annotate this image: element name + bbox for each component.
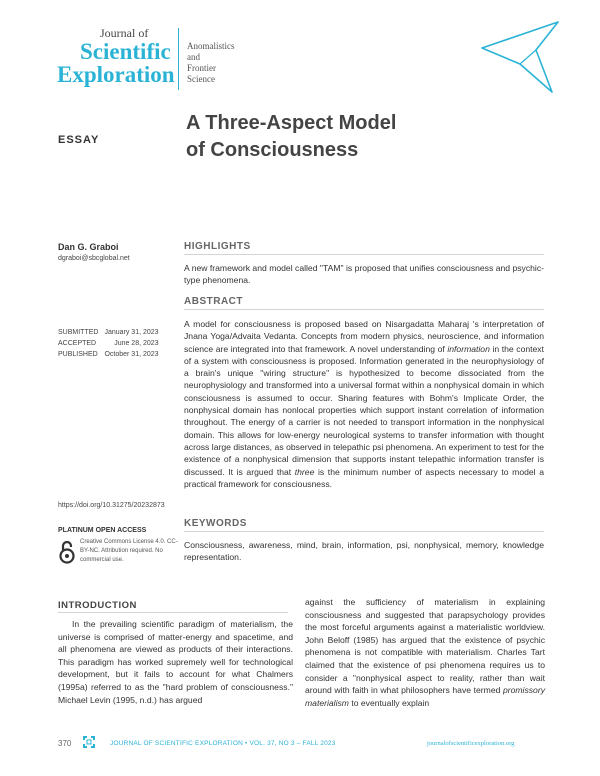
introduction-left-column [58,618,293,706]
article-title [186,110,466,164]
journal-name-line1: Scientific [80,39,171,64]
abstract-text [184,318,544,490]
introduction-heading: INTRODUCTION [58,600,137,611]
highlights-heading: HIGHLIGHTS [184,241,251,252]
open-access-label: PLATINUM OPEN ACCESS [58,527,147,534]
date-value: October 31, 2023 [104,351,159,358]
journal-tagline [187,41,257,85]
tagline-line: Frontier [187,63,216,73]
introduction-right-column [305,596,545,709]
date-row-accepted [58,338,165,349]
logo-divider [178,28,179,90]
license-text: Creative Commons License 4.0. CC-BY-NC. Attribution required. No commercial use. [80,539,178,563]
section-divider [184,531,544,532]
author-name: Dan G. Graboi [58,242,119,252]
abstract-emphasis: three [294,466,315,477]
intro-segment: to eventually explain [348,697,430,708]
date-value: January 31, 2023 [104,329,159,336]
publication-dates [58,327,165,360]
footer-journal-info: JOURNAL OF SCIENTIFIC EXPLORATION • VOL. 37, NO 3 – FALL 2023 [110,740,336,747]
tagline-line: Anomalistics [187,41,235,51]
page-number: 370 [58,739,72,748]
highlights-text: A new framework and model called "TAM" is proposed that unifies consciousness and psychic-type phenomena. [184,263,544,286]
journal-name-small: Journal of [100,26,149,40]
section-divider [184,309,544,310]
date-row-submitted [58,327,165,338]
footer-website-link[interactable]: journalofscientificexploration.org [427,740,515,747]
title-line-2: of Consciousness [186,139,359,161]
journal-footer-icon [82,735,96,749]
arrow-logo-icon [480,18,560,98]
abstract-heading: ABSTRACT [184,296,243,307]
tagline-line: and [187,52,200,62]
author-email[interactable]: dgraboi@sbcglobal.net [58,255,130,262]
date-label: ACCEPTED [58,340,97,347]
date-value: June 28, 2023 [114,340,159,347]
abstract-segment: A model for consciousness is proposed based on Nisargadatta Maharaj 's interpretation of Jnana Yoga/Advaita Vedanta. Concepts from modern physics, neuroscience, and information science are integrated into that framework. A novel understanding of [184,319,544,354]
journal-name-line2: Exploration [57,62,175,87]
open-access-lock-icon [58,540,76,564]
section-divider [58,612,288,613]
date-label: SUBMITTED [58,329,99,336]
date-label: PUBLISHED [58,351,98,358]
tagline-line: Science [187,74,215,84]
article-type: ESSAY [58,134,100,146]
doi-link[interactable]: https://doi.org/10.31275/20232873 [58,502,165,509]
section-divider [184,254,544,255]
intro-paragraph: In the prevailing scientific paradigm of materialism, the universe is comprised of matter-energy and spacetime, and all phenomena are viewed as products of their interactions. This paradigm has worked supremely well for technological development, but it fails to account for what Chalmers (1995a) referred to as the "hard problem of consciousness." Michael Levin (1995, n.d.) has argued [58,619,293,705]
intro-segment: against the sufficiency of materialism in explaining consciousness and suggested that parapsychology provides the most forceful arguments against a materialistic worldview. John Beloff (1985) has argued that the existence of psychic phenomena is not compatible with materialism. Charles Tart claimed that the existence of psi phenomena requires us to consider a "nonphysical aspect to reality, rather than wait around with faith in what philosophers have termed [305,597,545,696]
intro-emphasis: promissory materialism [305,685,545,708]
keywords-heading: KEYWORDS [184,518,247,529]
date-row-published [58,349,165,360]
abstract-emphasis: information [447,343,490,354]
abstract-segment: in the context of a system with consciousness is proposed. Information generated in the neurophysiology of a brain's unique "wiring structure" is hypothesized to become dissociated from the neurophysiology and transformed into a universal format within a nonphysical domain in which consciousness is assumed to occur. Sharing features with Bohm's Implicate Order, the nonphysical domain has nonlocal properties which support instant correlation of information throughout. The energy of a carrier is not needed to transport information in the nonphysical domain. This allows for low-energy neurological systems to transfer information with thought across large distances, as observed in telepathic psi phenomena. An experiment to test for the existence of a nonphysical dimension that supports instant telepathic information transfer is discussed. It is argued that [184,343,544,477]
abstract-segment: is the minimum number of aspects necessary to model a practical framework for consciousness. [184,466,544,489]
keywords-text: Consciousness, awareness, mind, brain, information, psi, nonphysical, memory, knowledge representation. [184,540,544,563]
title-line-1: A Three-Aspect Model [186,112,397,134]
